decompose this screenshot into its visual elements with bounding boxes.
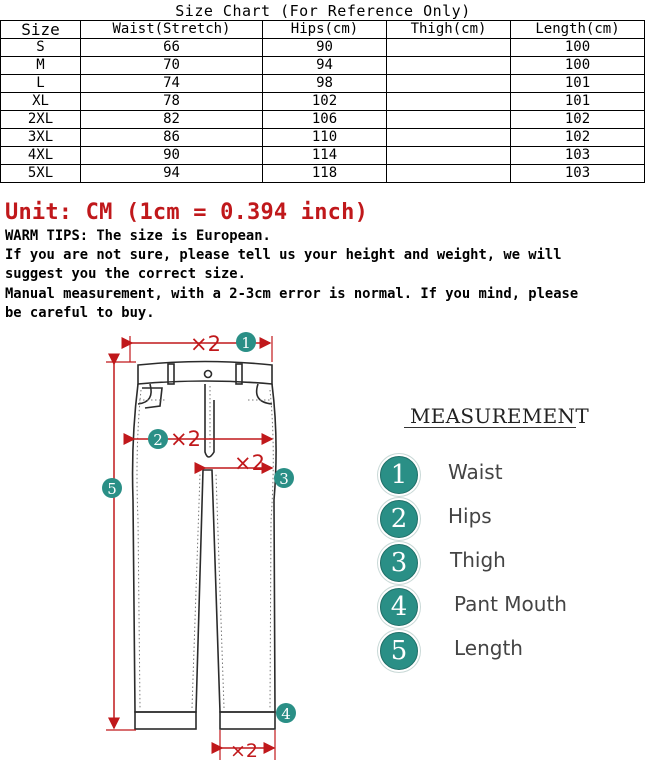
legend-label: Waist xyxy=(448,460,503,484)
table-row xyxy=(1,57,645,75)
table-cell: 103 xyxy=(511,147,645,165)
table-cell xyxy=(387,147,511,165)
table-header-row xyxy=(1,21,645,39)
table-cell: 101 xyxy=(511,75,645,93)
table-cell xyxy=(387,93,511,111)
table-cell: 118 xyxy=(263,165,387,183)
header-waist: Waist(Stretch) xyxy=(81,21,263,39)
table-cell: 102 xyxy=(511,129,645,147)
table-cell: 110 xyxy=(263,129,387,147)
header-size: Size xyxy=(1,21,81,39)
table-cell: 114 xyxy=(263,147,387,165)
table-cell: 70 xyxy=(81,57,263,75)
legend-label: Thigh xyxy=(450,548,506,572)
legend-underline xyxy=(404,427,576,428)
header-thigh: Thigh(cm) xyxy=(387,21,511,39)
table-cell: 90 xyxy=(263,39,387,57)
legend-badge: 1 xyxy=(380,456,418,494)
legend-title: MEASUREMENT xyxy=(410,404,589,428)
tips-line: WARM TIPS: The size is European. xyxy=(5,228,271,244)
table-cell xyxy=(387,57,511,75)
tips-line: Manual measurement, with a 2-3cm error is normal. If you mind, please xyxy=(5,285,579,302)
table-row xyxy=(1,129,645,147)
table-cell xyxy=(387,75,511,93)
marker-3: 3 xyxy=(279,470,289,488)
legend-label: Pant Mouth xyxy=(454,592,567,616)
table-row xyxy=(1,165,645,183)
legend-label: Length xyxy=(454,636,523,660)
table-cell: 94 xyxy=(81,165,263,183)
table-row xyxy=(1,39,645,57)
legend-badge: 4 xyxy=(380,588,418,626)
table-cell: 82 xyxy=(81,111,263,129)
marker-4: 4 xyxy=(281,705,291,723)
unit-note: Unit: CM (1cm = 0.394 inch) xyxy=(5,200,369,225)
table-cell: 90 xyxy=(81,147,263,165)
legend-label: Hips xyxy=(448,504,492,528)
hips-multiplier: ×2 xyxy=(170,427,201,451)
table-cell: 106 xyxy=(263,111,387,129)
table-cell xyxy=(387,39,511,57)
table-cell xyxy=(387,129,511,147)
table-cell: 2XL xyxy=(1,111,81,129)
warm-tips xyxy=(5,227,641,323)
table-cell xyxy=(387,165,511,183)
table-cell: 74 xyxy=(81,75,263,93)
tips-line: If you are not sure, please tell us your height and weight, we will xyxy=(5,247,562,264)
size-chart-table xyxy=(0,20,645,183)
legend-badge: 2 xyxy=(380,500,418,538)
marker-2: 2 xyxy=(153,431,163,449)
mouth-multiplier: ×2 xyxy=(230,740,259,762)
table-row xyxy=(1,93,645,111)
tips-line: be careful to buy. xyxy=(5,304,155,321)
table-cell: 103 xyxy=(511,165,645,183)
marker-1: 1 xyxy=(241,334,251,352)
pants-diagram xyxy=(0,320,330,765)
marker-5: 5 xyxy=(107,480,117,498)
table-cell: 101 xyxy=(511,93,645,111)
table-cell: 94 xyxy=(263,57,387,75)
legend-badge: 3 xyxy=(380,544,418,582)
table-cell: 4XL xyxy=(1,147,81,165)
pants-outline xyxy=(133,362,277,730)
table-cell: 66 xyxy=(81,39,263,57)
table-cell: S xyxy=(1,39,81,57)
tips-line: suggest you the correct size. xyxy=(5,266,246,283)
size-chart-title: Size Chart (For Reference Only) xyxy=(175,2,471,20)
legend-badge: 5 xyxy=(380,632,418,670)
table-cell xyxy=(387,111,511,129)
table-cell: 3XL xyxy=(1,129,81,147)
table-row xyxy=(1,75,645,93)
waist-multiplier: ×2 xyxy=(190,332,221,356)
table-cell: 100 xyxy=(511,57,645,75)
table-cell: M xyxy=(1,57,81,75)
table-cell: 100 xyxy=(511,39,645,57)
table-cell: 5XL xyxy=(1,165,81,183)
table-cell: 78 xyxy=(81,93,263,111)
header-length: Length(cm) xyxy=(511,21,645,39)
table-cell: 86 xyxy=(81,129,263,147)
table-cell: 102 xyxy=(511,111,645,129)
thigh-multiplier: ×2 xyxy=(234,451,265,475)
table-row xyxy=(1,147,645,165)
table-cell: 102 xyxy=(263,93,387,111)
header-hips: Hips(cm) xyxy=(263,21,387,39)
table-cell: L xyxy=(1,75,81,93)
table-row xyxy=(1,111,645,129)
table-cell: XL xyxy=(1,93,81,111)
table-cell: 98 xyxy=(263,75,387,93)
